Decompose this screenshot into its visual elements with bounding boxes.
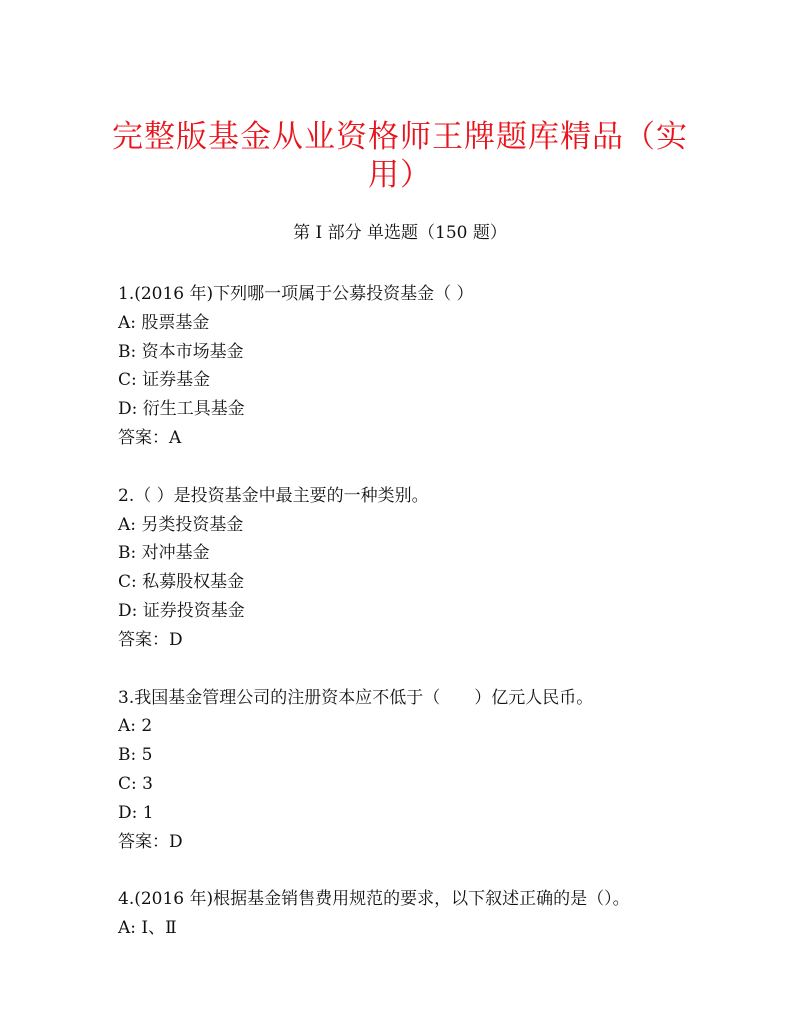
option-d: D: 1	[118, 802, 154, 823]
option-a: A: Ⅰ、Ⅱ	[118, 918, 177, 939]
option-b: B: 对冲基金	[118, 543, 210, 564]
answer: 答案：A	[118, 427, 182, 448]
option-c: C: 3	[118, 773, 153, 794]
question-2	[118, 482, 738, 655]
answer: 答案：D	[118, 629, 183, 650]
option-d: D: 证券投资基金	[118, 600, 245, 621]
question-4	[118, 885, 738, 943]
option-d: D: 衍生工具基金	[118, 399, 245, 420]
document-title: 完整版基金从业资格师王牌题库精品（实用）	[112, 119, 688, 193]
option-c: C: 证券基金	[118, 370, 211, 391]
question-stem: 3.我国基金管理公司的注册资本应不低于（ ）亿元人民币。	[118, 687, 594, 708]
answer: 答案：D	[118, 831, 183, 852]
question-1	[118, 280, 738, 453]
question-list	[118, 280, 738, 972]
question-stem: 2.（ ）是投资基金中最主要的一种类别。	[118, 485, 429, 506]
option-c: C: 私募股权基金	[118, 572, 245, 593]
option-b: B: 资本市场基金	[118, 341, 244, 362]
option-b: B: 5	[118, 745, 153, 766]
section-heading: 第 I 部分 单选题（150 题）	[293, 223, 507, 243]
option-a: A: 另类投资基金	[118, 514, 244, 535]
question-stem: 4.(2016 年)根据基金销售费用规范的要求，以下叙述正确的是（）。	[118, 889, 630, 910]
option-a: A: 2	[118, 716, 153, 737]
option-a: A: 股票基金	[118, 312, 210, 333]
question-stem: 1.(2016 年)下列哪一项属于公募投资基金（ ）	[118, 284, 474, 304]
question-3	[118, 684, 738, 857]
